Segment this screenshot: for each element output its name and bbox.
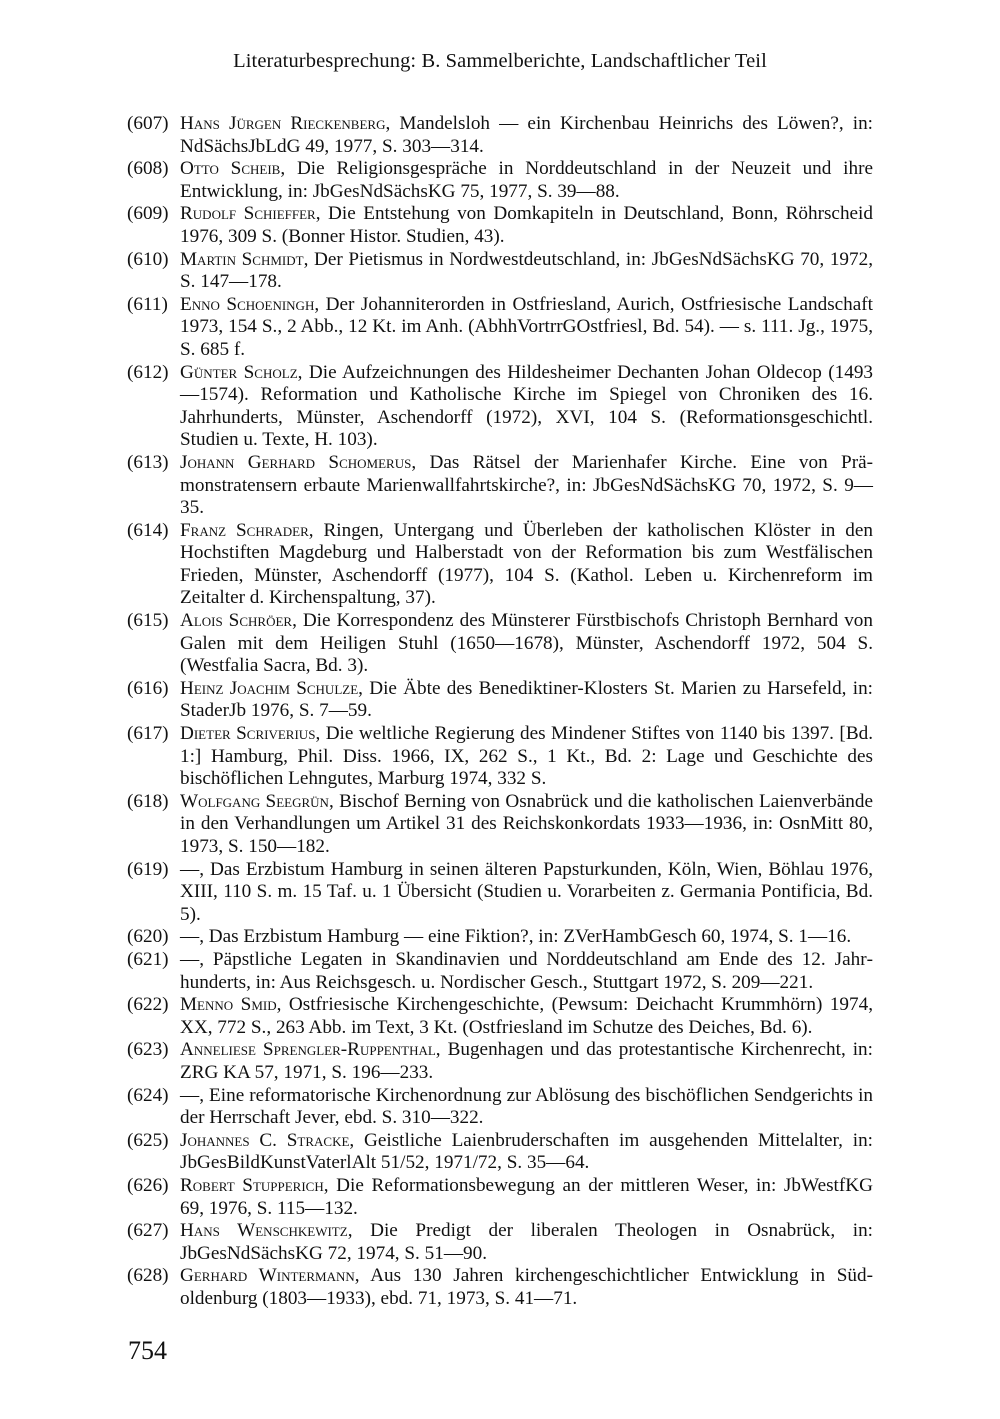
bibliography-entry <box>127 610 873 678</box>
entry-text: , Die weltliche Regierung des Mindener Stiftes von 1140 bis 1397. [Bd. 1:] Hamburg, Phil. Diss. 1966, IX, 262 S., 1 Kt., Bd. 2: Lage und Geschichte des bischöflichen Lehngutes, Marburg 1974, 332 S. <box>180 723 874 790</box>
entry-author: Rudolf Schieffer <box>180 203 316 225</box>
entry-author: Menno Smid <box>180 994 277 1016</box>
entry-number: (611) <box>127 293 168 315</box>
entry-number: (621) <box>127 948 169 970</box>
bibliography-entry <box>127 294 873 362</box>
entry-text: , Das Rätsel der Marienhafer Kirche. Eine von Prämonstratensern erbaute Marienwallfahrtskirche?, in: JbGesNdSächsKG 70, 1972, S. 9—35. <box>180 451 874 519</box>
entry-text: , Der Johanniterorden in Ostfriesland, Aurich, Ostfriesische Landschaft 1973, 154 S., 2 Abb., 12 Kt. im Anh. (AbhhVortrrGOstfriesl, Bd. 54). — s. 111. Jg., 1975, S. 685 f. <box>180 293 874 360</box>
entry-text: , Ringen, Untergang und Überleben der katholischen Klöster in den Hochstiften Magdeburg und Halberstadt von der Reformation bis zum Westfälischen Frieden, Münster, Aschendorff (1977), 104 S. (Kathol. Leben u. Kirchenreform im Zeitalter d. Kirchenspaltung, 37). <box>180 519 874 609</box>
bibliography-entry <box>127 926 873 949</box>
entry-text: , Die Predigt der liberalen Theologen in Osnabrück, in: JbGesNdSächsKG 72, 1974, S. 51—90. <box>180 1220 873 1264</box>
bibliography-entry <box>127 859 873 927</box>
entry-author: Martin Schmidt <box>180 248 304 270</box>
bibliography-entry <box>127 158 873 203</box>
entry-text: —, Päpstliche Legaten in Skandinavien und Norddeutschland am Ende des 12. Jahrhunderts, in: Aus Reichsgesch. u. Nordischer Gesch., Stuttgart 1972, S. 209—221. <box>180 948 873 993</box>
bibliography-entry <box>127 362 873 452</box>
entry-number: (627) <box>127 1220 169 1242</box>
entry-text: , Die Korrespondenz des Münsterer Fürstbischofs Christoph Bernhard von Galen mit dem Heiligen Stuhl (1650—1678), Münster, Aschendorff 1972, 504 S. (Westfalia Sacra, Bd. 3). <box>180 610 873 677</box>
entry-author: Anneliese Sprengler-Ruppenthal <box>180 1039 436 1061</box>
entry-text: , Mandelsloh — ein Kirchenbau Heinrichs des Löwen?, in: NdSächsJbLdG 49, 1977, S. 303—314. <box>180 113 874 157</box>
entry-text: , Die Aufzeichnungen des Hildesheimer Dechanten Johan Oldecop (1493—1574). Reformation und Katholische Kirche im Spiegel von Chroniken des 16. Jahrhunderts, Münster, Aschendorff (1972), XVI, 104 S. (Reformationsgeschichtl. Studien u. Texte, H. 103). <box>180 361 874 451</box>
entry-author: Robert Stupperich <box>180 1174 324 1196</box>
entry-number: (625) <box>127 1129 169 1151</box>
entry-text: , Bugenhagen und das protestantische Kirchenrecht, in: ZRG KA 57, 1971, S. 196—233. <box>180 1039 873 1083</box>
bibliography-entry <box>127 1085 873 1130</box>
bibliography-entry <box>127 1039 873 1084</box>
running-header: Literaturbesprechung: B. Sammelberichte, Landschaftlicher Teil <box>233 50 767 72</box>
entry-author: Johannes C. Stracke <box>180 1129 350 1151</box>
entry-number: (623) <box>127 1039 169 1061</box>
entry-author: Hans Jürgen Rieckenberg <box>180 113 386 134</box>
entry-number: (609) <box>127 203 169 225</box>
page-number: 754 <box>128 1336 167 1365</box>
entry-number: (612) <box>127 361 169 383</box>
bibliography-entry <box>127 1130 873 1175</box>
bibliography-entry <box>127 791 873 859</box>
bibliography-entry <box>127 520 873 610</box>
bibliography-entry <box>127 113 873 158</box>
bibliography-entry <box>127 723 873 791</box>
entry-author: Hans Wenschkewitz <box>180 1220 348 1242</box>
bibliography-list <box>127 113 873 1310</box>
entry-author: Gerhard Wintermann <box>180 1265 355 1287</box>
bibliography-entry <box>127 1265 873 1310</box>
entry-author: Dieter Scriverius <box>180 723 316 745</box>
bibliography-entry <box>127 452 873 520</box>
entry-text: , Die Religionsgespräche in Norddeutschland in der Neuzeit und ihre Entwicklung, in: JbGesNdSächsKG 75, 1977, S. 39—88. <box>180 158 873 202</box>
entry-text: —, Das Erzbistum Hamburg in seinen älteren Papsturkunden, Köln, Wien, Böhlau 1976, XIII, 110 S. m. 15 Taf. u. 1 Übersicht (Studien u. Vorarbeiten z. Germania Pontificia, Bd. 5). <box>180 858 873 925</box>
bibliography-entry <box>127 678 873 723</box>
entry-text: , Ostfriesische Kirchengeschichte, (Pewsum: Deichacht Krummhörn) 1974, XX, 772 S., 263 Abb. im Text, 3 Kt. (Ostfriesland im Schutze des Deiches, Bd. 6). <box>180 994 873 1038</box>
entry-number: (624) <box>127 1084 169 1106</box>
entry-number: (615) <box>127 610 169 632</box>
entry-number: (622) <box>127 994 169 1016</box>
entry-number: (617) <box>127 723 169 745</box>
entry-text: , Die Entstehung von Domkapiteln in Deutschland, Bonn, Röhrscheid 1976, 309 S. (Bonner Histor. Studien, 43). <box>180 203 873 247</box>
entry-author: Johann Gerhard Schomerus <box>180 451 412 473</box>
entry-author: Heinz Joachim Schulze <box>180 677 359 699</box>
entry-number: (613) <box>127 451 169 473</box>
entry-author: Wolfgang Seegrün <box>180 790 329 812</box>
entry-text: , Die Reformationsbewegung an der mittleren Weser, in: JbWestfKG 69, 1976, S. 115—132. <box>180 1174 873 1219</box>
entry-number: (608) <box>127 158 169 180</box>
bibliography-entry <box>127 203 873 248</box>
entry-text: , Bischof Berning von Osnabrück und die katholischen Laienverbände in den Verhandlungen um Artikel 31 des Reichskonkordats 1933—1936, in: OsnMitt 80, 1973, S. 150—182. <box>180 790 873 857</box>
entry-number: (619) <box>127 858 169 880</box>
entry-text: —, Eine reformatorische Kirchenordnung zur Ablösung des bischöflichen Sendgerichts in der Herrschaft Jever, ebd. S. 310—322. <box>180 1084 873 1129</box>
entry-number: (626) <box>127 1174 169 1196</box>
entry-number: (614) <box>127 519 169 541</box>
bibliography-entry <box>127 249 873 294</box>
entry-number: (628) <box>127 1265 169 1287</box>
entry-text: , Die Äbte des Benediktiner-Klosters St. Marien zu Harsefeld, in: StaderJb 1976, S. 7—59. <box>180 677 873 722</box>
entry-number: (607) <box>127 113 169 134</box>
entry-author: Franz Schrader <box>180 519 309 541</box>
entry-number: (610) <box>127 248 169 270</box>
entry-number: (616) <box>127 677 169 699</box>
bibliography-entry <box>127 949 873 994</box>
entry-author: Otto Scheib <box>180 158 281 180</box>
bibliography-entry <box>127 994 873 1039</box>
entry-author: Günter Scholz <box>180 361 298 383</box>
entry-number: (618) <box>127 790 169 812</box>
entry-author: Enno Schoeningh <box>180 293 315 315</box>
entry-text: , Der Pietismus in Nordwestdeutschland, in: JbGesNdSächsKG 70, 1972, S. 147—178. <box>180 248 873 293</box>
entry-author: Alois Schröer <box>180 610 293 632</box>
bibliography-entry <box>127 1175 873 1220</box>
entry-text: —, Das Erzbistum Hamburg — eine Fiktion?, in: ZVerHambGesch 60, 1974, S. 1—16. <box>180 926 852 948</box>
entry-text: , Aus 130 Jahren kirchengeschichtlicher Entwicklung in Südoldenburg (1803—1933), ebd. 71, 1973, S. 41—71. <box>180 1265 874 1309</box>
bibliography-entry <box>127 1220 873 1265</box>
entry-number: (620) <box>127 926 169 948</box>
entry-text: , Geistliche Laienbruderschaften im ausgehenden Mittelalter, in: JbGesBildKunstVaterlAlt 51/52, 1971/72, S. 35—64. <box>180 1129 873 1174</box>
